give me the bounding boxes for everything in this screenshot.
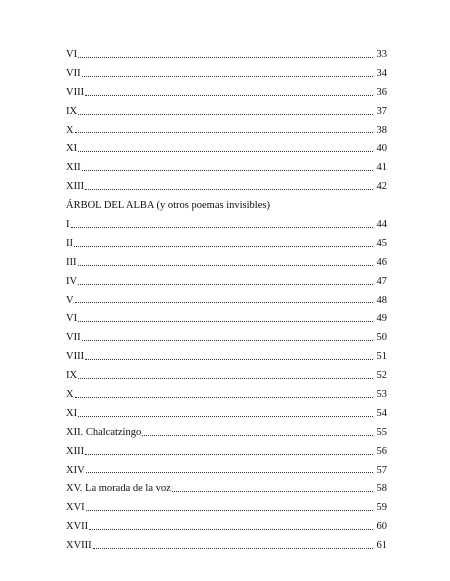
- dot-leader: [78, 150, 373, 152]
- toc-entry: [66, 273, 387, 292]
- toc-entry: [66, 499, 387, 518]
- dot-leader: [172, 490, 373, 492]
- table-of-contents: [66, 46, 387, 556]
- dot-leader: [78, 415, 373, 417]
- dot-leader: [86, 509, 373, 511]
- toc-entry-page-number: 51: [376, 351, 387, 363]
- toc-entry-page-number: 60: [376, 521, 387, 533]
- toc-entry-title: XII: [66, 162, 81, 174]
- toc-entry-page-number: 38: [376, 124, 387, 136]
- toc-entry: [66, 462, 387, 481]
- dot-leader: [89, 528, 373, 530]
- toc-entry-title: IX: [66, 105, 78, 117]
- toc-entry-title: II: [66, 237, 73, 249]
- toc-entry-page-number: 46: [376, 256, 387, 268]
- dot-leader: [78, 264, 374, 266]
- dot-leader: [93, 547, 373, 549]
- toc-entry-title: XVIII: [66, 540, 92, 552]
- toc-entry: [66, 480, 387, 499]
- toc-entry-title: V: [66, 294, 74, 306]
- toc-entry-title: XI: [66, 143, 78, 155]
- toc-entry-page-number: 34: [376, 67, 387, 79]
- dot-leader: [75, 131, 373, 133]
- toc-entry-title: XVI: [66, 502, 85, 514]
- toc-entry: [66, 254, 387, 273]
- dot-leader: [78, 320, 373, 322]
- toc-entry: [66, 367, 387, 386]
- dot-leader: [78, 56, 373, 58]
- dot-leader: [78, 283, 373, 285]
- toc-entry: [66, 292, 387, 311]
- toc-entry-title: XI: [66, 407, 78, 419]
- dot-leader: [85, 188, 373, 190]
- toc-entry: [66, 443, 387, 462]
- toc-entry: [66, 84, 387, 103]
- dot-leader: [75, 396, 373, 398]
- dot-leader: [75, 301, 373, 303]
- toc-entry-page-number: 45: [376, 237, 387, 249]
- toc-entry-title: IX: [66, 370, 78, 382]
- toc-entry: [66, 537, 387, 556]
- toc-entry-title: XIII: [66, 445, 85, 457]
- toc-entry: [66, 310, 387, 329]
- toc-list-part-2: [66, 216, 387, 556]
- toc-entry-page-number: 44: [376, 219, 387, 231]
- toc-entry: [66, 405, 387, 424]
- toc-entry: [66, 348, 387, 367]
- toc-entry-page-number: 50: [376, 332, 387, 344]
- toc-entry: [66, 65, 387, 84]
- toc-entry-page-number: 48: [376, 294, 387, 306]
- dot-leader: [86, 471, 373, 473]
- toc-entry-page-number: 54: [376, 407, 387, 419]
- toc-entry: [66, 46, 387, 65]
- toc-entry: [66, 122, 387, 141]
- dot-leader: [142, 434, 373, 436]
- dot-leader: [85, 94, 373, 96]
- dot-leader: [85, 453, 373, 455]
- toc-entry-title: XII. Chalcatzingo: [66, 426, 142, 438]
- toc-entry-title: VI: [66, 49, 78, 60]
- toc-entry: [66, 518, 387, 537]
- dot-leader: [82, 169, 373, 171]
- toc-entry-title: X: [66, 124, 74, 136]
- toc-entry-title: VIII: [66, 86, 85, 98]
- toc-entry: [66, 329, 387, 348]
- dot-leader: [74, 245, 373, 247]
- toc-entry-page-number: 59: [376, 502, 387, 514]
- toc-entry-title: VI: [66, 313, 78, 325]
- toc-entry-page-number: 41: [376, 162, 387, 174]
- toc-entry: [66, 235, 387, 254]
- toc-entry: [66, 386, 387, 405]
- toc-entry-title: VIII: [66, 351, 85, 363]
- toc-entry-page-number: 53: [376, 389, 387, 401]
- toc-entry-title: XVII: [66, 521, 89, 533]
- toc-entry-title: III: [66, 256, 77, 268]
- toc-entry-page-number: 55: [376, 426, 387, 438]
- dot-leader: [82, 75, 373, 77]
- dot-leader: [78, 113, 373, 115]
- toc-entry: [66, 159, 387, 178]
- toc-entry-title: VII: [66, 67, 81, 79]
- toc-list-part-1: [66, 46, 387, 197]
- toc-entry-page-number: 42: [376, 181, 387, 193]
- dot-leader: [71, 226, 374, 228]
- dot-leader: [82, 339, 373, 341]
- toc-entry-page-number: 33: [376, 49, 387, 60]
- toc-entry: [66, 216, 387, 235]
- section-heading: ÁRBOL DEL ALBA (y otros poemas invisibles): [66, 200, 270, 212]
- toc-entry-page-number: 37: [376, 105, 387, 117]
- toc-entry-page-number: 47: [376, 275, 387, 287]
- toc-entry-page-number: 52: [376, 370, 387, 382]
- dot-leader: [78, 377, 373, 379]
- toc-entry: [66, 178, 387, 197]
- toc-entry-page-number: 57: [376, 464, 387, 476]
- toc-entry-title: I: [66, 219, 70, 231]
- toc-entry-page-number: 56: [376, 445, 387, 457]
- toc-entry-page-number: 58: [376, 483, 387, 495]
- toc-entry-title: XV. La morada de la voz: [66, 483, 171, 495]
- dot-leader: [85, 358, 373, 360]
- toc-entry: [66, 140, 387, 159]
- toc-entry-page-number: 36: [376, 86, 387, 98]
- toc-entry-title: XIII: [66, 181, 85, 193]
- toc-entry-title: VII: [66, 332, 81, 344]
- toc-entry-title: XIV: [66, 464, 85, 476]
- toc-entry: [66, 103, 387, 122]
- toc-entry-title: IV: [66, 275, 78, 287]
- toc-entry-title: X: [66, 389, 74, 401]
- toc-entry-page-number: 49: [376, 313, 387, 325]
- toc-entry: [66, 424, 387, 443]
- toc-entry-page-number: 61: [376, 540, 387, 552]
- toc-entry-page-number: 40: [376, 143, 387, 155]
